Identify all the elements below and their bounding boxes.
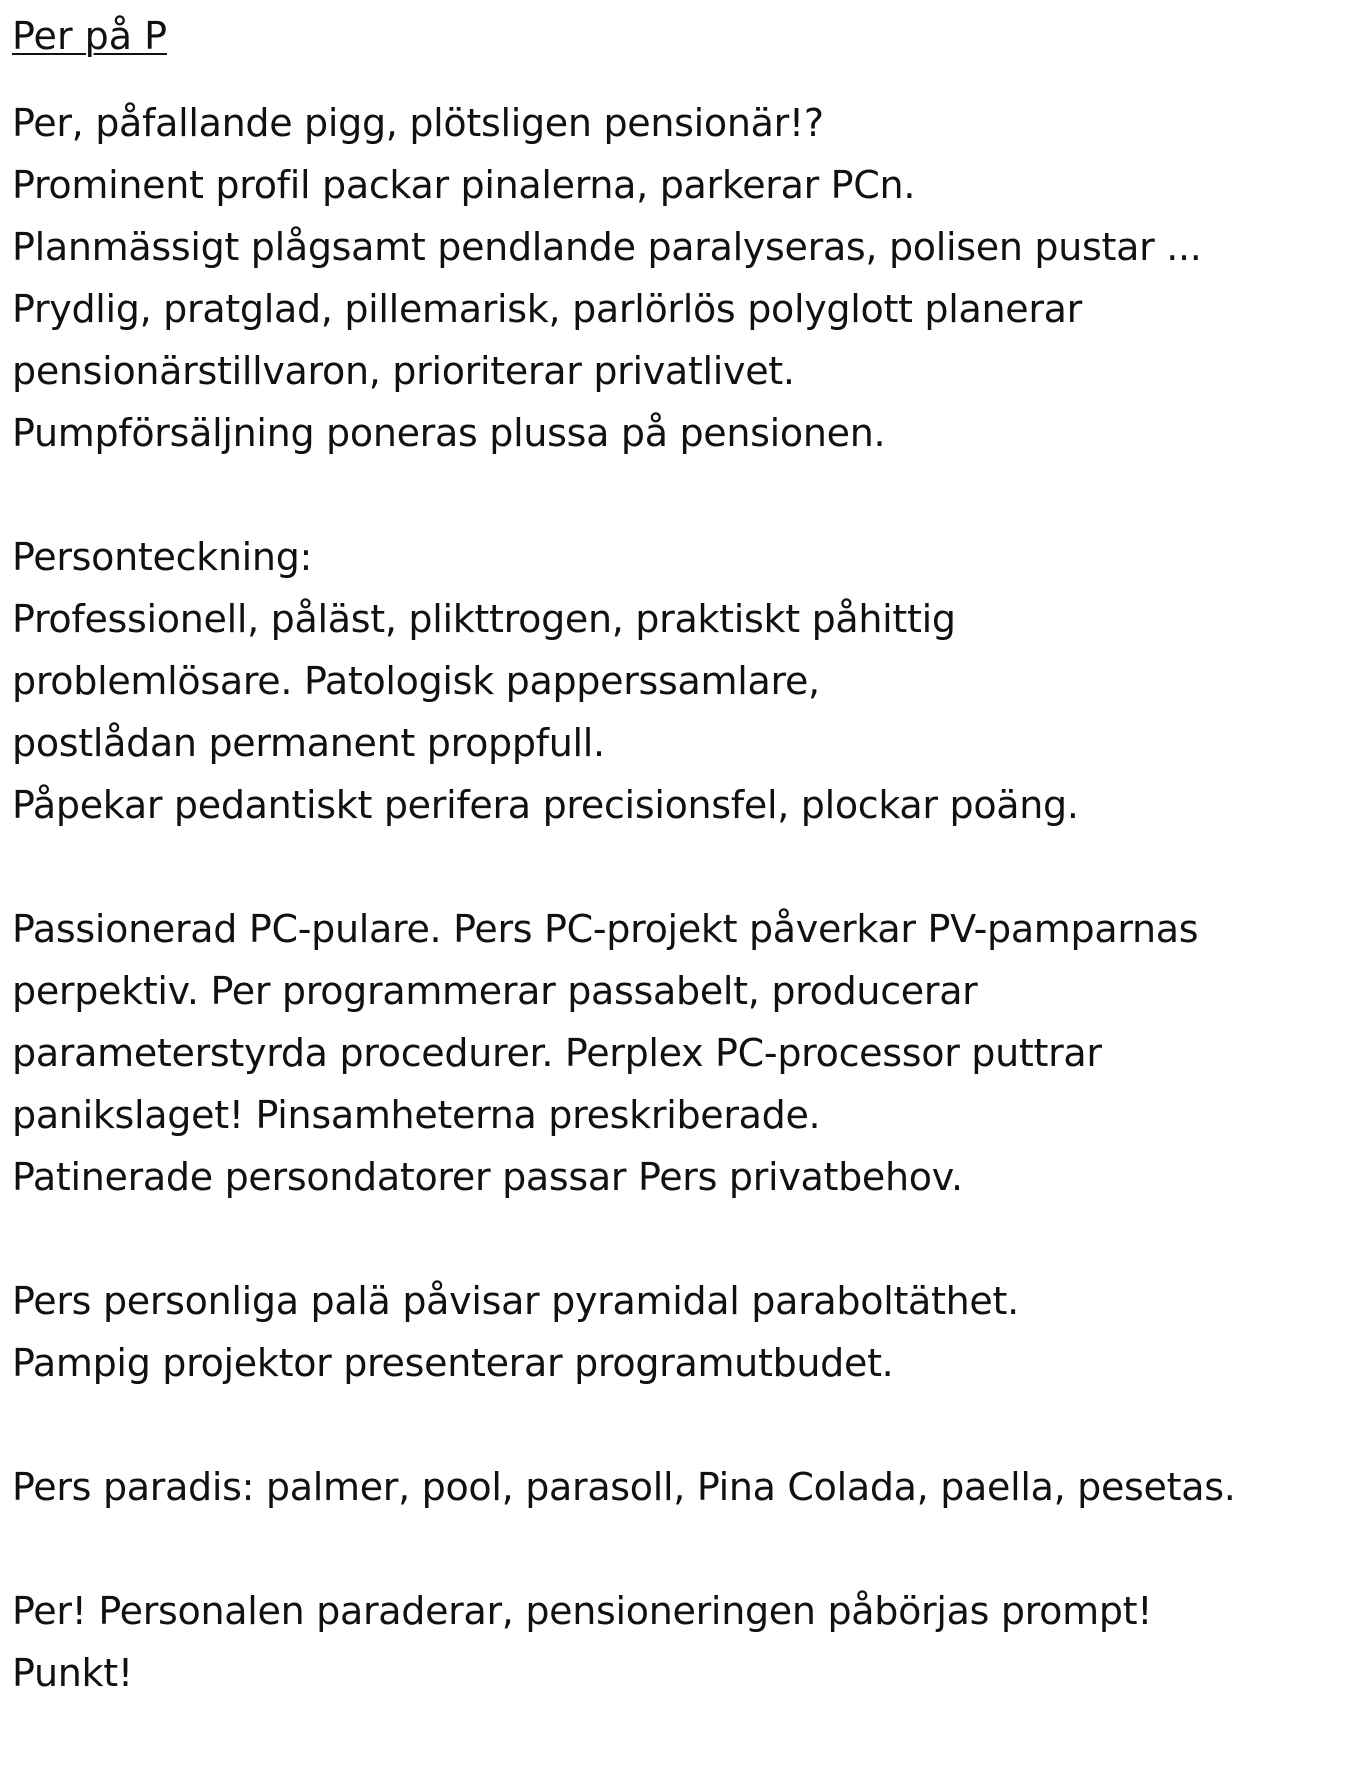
document-body xyxy=(12,10,1332,1704)
text-line: pensionärstillvaron, prioriterar privatlivet. xyxy=(12,349,795,393)
text-line: Passionerad PC-pulare. Pers PC-projekt påverkar PV-pamparnas xyxy=(12,907,1199,951)
text-line: Professionell, påläst, plikttrogen, praktiskt påhittig xyxy=(12,597,956,641)
stanza-1 xyxy=(12,92,1332,464)
text-line: Pumpförsäljning poneras plussa på pensionen. xyxy=(12,411,886,455)
text-line: perpektiv. Per programmerar passabelt, producerar xyxy=(12,969,978,1013)
document-title: Per på P xyxy=(12,14,168,58)
text-line: Prominent profil packar pinalerna, parkerar PCn. xyxy=(12,163,916,207)
text-line: Planmässigt plågsamt pendlande paralyseras, polisen pustar ... xyxy=(12,225,1202,269)
text-line: Pampig projektor presenterar programutbudet. xyxy=(12,1341,894,1385)
stanza-5 xyxy=(12,1456,1332,1518)
text-line: postlådan permanent proppfull. xyxy=(12,721,605,765)
text-line: Pers personliga palä påvisar pyramidal paraboltäthet. xyxy=(12,1279,1019,1323)
text-line: parameterstyrda procedurer. Perplex PC-processor puttrar xyxy=(12,1031,1102,1075)
text-line: Per, påfallande pigg, plötsligen pensionär!? xyxy=(12,101,824,145)
text-line: problemlösare. Patologisk papperssamlare, xyxy=(12,659,820,703)
text-line: Per! Personalen paraderar, pensioneringen påbörjas prompt! xyxy=(12,1589,1153,1633)
stanza-3 xyxy=(12,898,1332,1208)
text-line: Punkt! xyxy=(12,1651,133,1695)
stanza-4 xyxy=(12,1270,1332,1394)
text-line: Personteckning: xyxy=(12,535,313,579)
stanza-6 xyxy=(12,1580,1332,1704)
text-line: Påpekar pedantiskt perifera precisionsfel, plockar poäng. xyxy=(12,783,1079,827)
text-line: Prydlig, pratglad, pillemarisk, parlörlös polyglott planerar xyxy=(12,287,1082,331)
stanza-2 xyxy=(12,526,1332,836)
text-line: Pers paradis: palmer, pool, parasoll, Pina Colada, paella, pesetas. xyxy=(12,1465,1236,1509)
text-line: panikslaget! Pinsamheterna preskriberade. xyxy=(12,1093,821,1137)
text-line: Patinerade persondatorer passar Pers privatbehov. xyxy=(12,1155,963,1199)
